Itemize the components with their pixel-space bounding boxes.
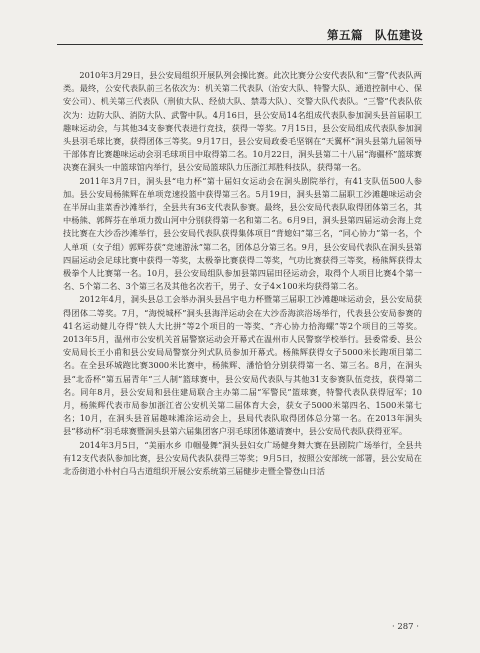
- body-text: [63, 69, 422, 478]
- running-header: [0, 0, 480, 46]
- page-number: · 287 ·: [391, 622, 419, 632]
- paragraph-2011: 2011年3月7日，洞头县“电力杯”第十届妇女运动会在洞头剧院举行，有41支队伍500人参加。县公安局杨熊辉在单项竞速投篮中获得第三名。5月19日，洞头县第二届职工沙滩趣味运动会在半屏山韭菜香沙滩举行，全县共有36支代表队参赛。最终，县公安局代表队取得团体第三名，其中杨熊、郭辉芬在单项力拨山河中分别获得第一名和第二名。6月9日，洞头县第四届运动会海上竞技比赛在大沙岙沙滩举行，县公安局代表队获得集体项目“背媳妇”第三名，“同心协力”第一名，个人单项（女子组）郭辉芬获“竞速游泳”第二名，团体总分第三名。9月，县公安局代表队在洞头县第四届运动会足球比赛中获得一等奖，太极拳比赛获得二等奖，气功比赛获得三等奖，杨熊辉获得太极拳个人比赛第一名。10月，县公安局组队参加县第四届田径运动会，取得个人项目比赛4个第一名、5个第二名、3个第三名及其他名次若干，男子、女子4×100米均获得第二名。: [63, 175, 422, 292]
- paragraph-2014: 2014年3月5日，“美丽水乡 巾帼曼舞”洞头县妇女广场健身舞大赛在县剧院广场举行，全县共有12支代表队参加比赛，县公安局代表队获得三等奖；9月5日，按照公安部统一部署，县公安局在北岙街道小朴村白马古道组织开展公安系统第三届健步走暨全警登山日活: [63, 439, 422, 477]
- header-section: 第五篇: [327, 28, 363, 42]
- header-title: [327, 27, 423, 43]
- header-rule: [57, 44, 423, 45]
- header-gap: [363, 28, 375, 42]
- paragraph-2010: 2010年3月29日，县公安局组织开展队列会操比赛。此次比赛分公安代表队和“三警”代表队两类。最终，公安代表队前三名依次为：机关第二代表队（治安大队、特警大队、通道控制中心、保安公司）、机关第三代表队（刑侦大队、经侦大队、禁毒大队）、交警大队代表队。“三警”代表队依次为：边防大队、消防大队、武警中队。4月16日，县公安局14名组成代表队参加洞头县首届职工趣味运动会，与其他34支参赛代表进行竞技，获得一等奖。7月15日，县公安局组成代表队参加洞头县羽毛球比赛，获得团体三等奖。9月17日，县公安局政委毛坚钢在“天翼杯”洞头县第九届领导干部体育比赛趣味运动会羽毛球项目中取得第二名。10月22日，洞头县第二十八届“海疆杯”篮球赛决赛在洞头一中篮球馆内举行，县公安局篮球队力压浙江邦胜科技队，获得第一名。: [63, 70, 422, 173]
- header-chapter-title: 队伍建设: [375, 28, 423, 42]
- paragraph-2012: 2012年4月，洞头县总工会举办洞头县昌宇电力杯暨第三届职工沙滩趣味运动会，县公安局获得团体二等奖。7月，“海悦城杯”洞头县海洋运动会在大沙岙海滨浴场举行，代表县公安局参赛的41名运动健儿夺得“铁人大比拼”等2个项目的一等奖、“齐心协力拾海螺”等2个项目的三等奖。2013年5月，温州市公安机关首届警察运动会开幕式在温州市人民警察学校举行。县委常委、县公安局局长王小甫和县公安局局警察分列式队员参加开幕式。杨熊辉获得女子5000米长跑项目第二名。在全县环城跑比赛3000米比赛中，杨熊辉、潘恰恰分别获得第一名、第三名。8月，在洞头县“北岙杯”第五届青年“三人制”篮球赛中，县公安局代表队与其他31支参赛队伍竞技，获得第二名。同年8月，县公安局和县住建局联合主办第二届“军警民”篮球赛，特警代表队获得冠军；10月，杨熊辉代表市局参加浙江省公安机关第二届体育大会，获女子5000米第四名、1500米第七名；10月，在洞头县首届趣味滩涂运动会上，县局代表队取得团体总分第一名。在2013年洞头县“移动杯”羽毛球赛暨洞头县第六届集团客户羽毛球团体邀请赛中，县公安局代表队获得亚军。: [63, 294, 422, 437]
